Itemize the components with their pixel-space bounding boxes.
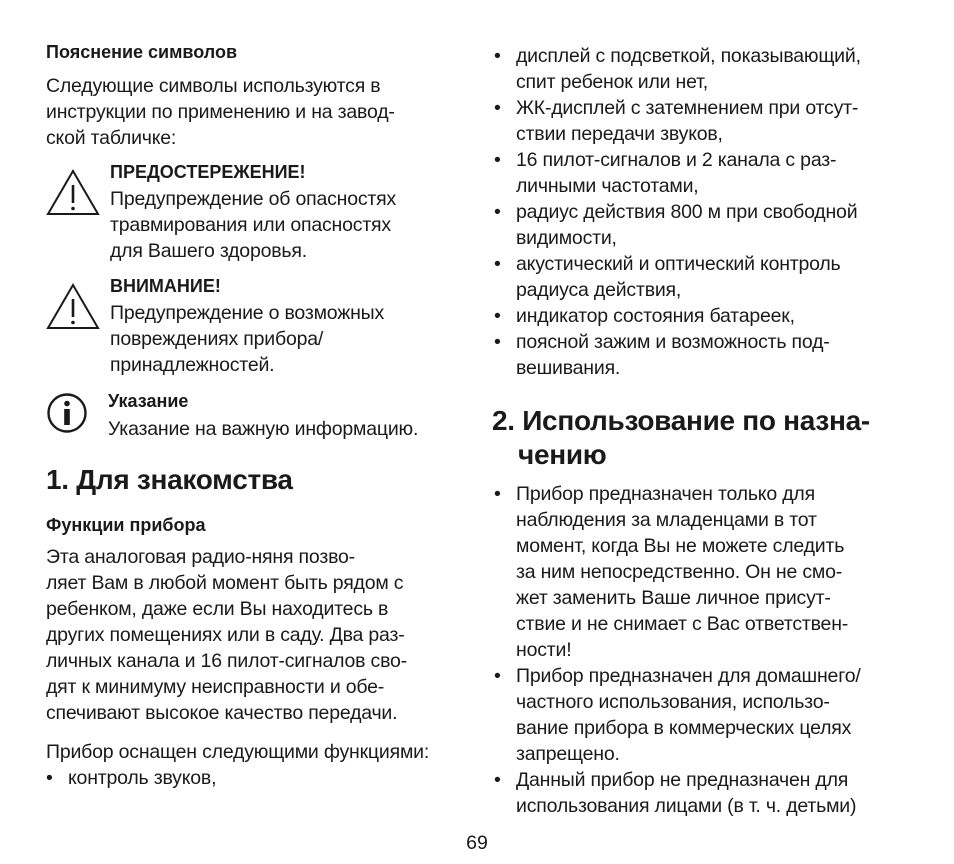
text-line: наблюдения за младенцами в тот	[516, 509, 817, 531]
symbols-intro	[46, 73, 395, 151]
text-line: Эта аналоговая радио-няня позво-	[46, 546, 355, 568]
info-circle-icon	[46, 392, 88, 434]
text-line: за ним непосредственно. Он не смо-	[516, 561, 843, 583]
list-item-text	[516, 663, 861, 767]
list-item	[492, 767, 861, 819]
text-line: радиуса действия,	[516, 279, 682, 301]
list-item-text	[516, 95, 861, 147]
text-line: Следующие символы используются в	[46, 75, 381, 97]
text-line: Предупреждение о возможных	[110, 302, 385, 324]
text-line: дят к минимуму неисправности и обе-	[46, 676, 385, 698]
text-line: дисплей с подсветкой, показывающий,	[516, 45, 861, 67]
list-item-text	[516, 303, 861, 329]
text-line: использования лицами (в т. ч. детьми)	[516, 795, 857, 817]
text-line: ствии передачи звуков,	[516, 123, 723, 145]
bullet-icon: •	[494, 97, 501, 119]
text-line: личных канала и 16 пилот-сигналов сво-	[46, 650, 407, 672]
text-line: повреждениях прибора/	[110, 328, 324, 350]
text-line: ности!	[516, 639, 572, 661]
warning-title: ПРЕДОСТЕРЕЖЕНИЕ!	[110, 162, 306, 182]
list-item	[492, 147, 861, 199]
text-line: акустический и оптический контроль	[516, 253, 841, 275]
text-line: Прибор предназначен только для	[516, 483, 815, 505]
list-item	[492, 251, 861, 303]
list-item-text	[516, 43, 861, 95]
bullet-icon: •	[494, 483, 501, 505]
text-line: спит ребенок или нет,	[516, 71, 708, 93]
list-item-text	[516, 767, 861, 819]
text-line: для Вашего здоровья.	[110, 240, 307, 262]
text-line: Указание на важную информацию.	[108, 418, 419, 440]
list-item	[492, 481, 861, 663]
text-line: 16 пилот-сигналов и 2 канала с раз-	[516, 149, 837, 171]
text-line: личными частотами,	[516, 175, 699, 197]
list-item-text	[516, 147, 861, 199]
text-line: Прибор предназначен для домашнего/	[516, 665, 861, 687]
text-line: частного использования, использо-	[516, 691, 830, 713]
note-title: Указание	[108, 391, 189, 411]
text-line: других помещениях или в саду. Два раз-	[46, 624, 405, 646]
caution-text	[110, 300, 384, 378]
note-text	[108, 416, 418, 442]
caution-title: ВНИМАНИЕ!	[110, 276, 221, 296]
page-number: 69	[466, 832, 488, 854]
text-line: жет заменить Ваше личное присут-	[516, 587, 831, 609]
section1-heading: 1. Для знакомства	[46, 464, 293, 495]
text-line: ствие и не снимает с Вас ответствен-	[516, 613, 849, 635]
bullet-icon: •	[494, 253, 501, 275]
text-line: момент, когда Вы не можете следить	[516, 535, 845, 557]
list-item-text	[516, 199, 861, 251]
list-item	[492, 43, 861, 95]
list-item	[492, 663, 861, 767]
bullet-icon: •	[494, 665, 501, 687]
list-item	[492, 199, 861, 251]
list-item	[492, 329, 861, 381]
bullet-icon: •	[494, 769, 501, 791]
text-line: Данный прибор не предназначен для	[516, 769, 849, 791]
text-line: вание прибора в коммерческих целях	[516, 717, 852, 739]
text-line: принадлежностей.	[110, 354, 275, 376]
heading-line: чению	[518, 439, 607, 470]
list-item-text	[68, 765, 216, 791]
usage-list	[492, 481, 861, 819]
list-item-text	[516, 329, 861, 381]
text-line: видимости,	[516, 227, 617, 249]
features-intro: Прибор оснащен следующими функциями:	[46, 741, 430, 763]
features-subheading: Функции прибора	[46, 515, 206, 535]
list-item	[492, 95, 861, 147]
list-item	[492, 303, 861, 329]
warning-triangle-icon	[46, 168, 100, 216]
text-line: травмирования или опасностях	[110, 214, 391, 236]
bullet-icon: •	[494, 305, 501, 327]
text-line: ЖК-дисплей с затемнением при отсут-	[516, 97, 859, 119]
heading-line: 2. Использование по назна-	[492, 405, 870, 436]
list-item-text	[516, 481, 861, 663]
section2-heading	[492, 404, 870, 472]
bullet-icon: •	[494, 201, 501, 223]
bullet-icon: •	[46, 767, 53, 789]
warning-triangle-icon	[46, 282, 100, 330]
features-list-left	[44, 765, 216, 791]
text-line: ской табличке:	[46, 127, 177, 149]
text-line: ребенком, даже если Вы находитесь в	[46, 598, 389, 620]
text-line: ляет Вам в любой момент быть рядом с	[46, 572, 404, 594]
text-line: индикатор состояния батареек,	[516, 305, 795, 327]
bullet-icon: •	[494, 45, 501, 67]
section1-paragraph	[46, 544, 407, 726]
text-line: контроль звуков,	[68, 767, 217, 789]
bullet-icon: •	[494, 149, 501, 171]
list-item	[44, 765, 216, 791]
bullet-icon: •	[494, 331, 501, 353]
text-line: радиус действия 800 м при свободной	[516, 201, 858, 223]
text-line: инструкции по применению и на завод-	[46, 101, 395, 123]
symbols-heading: Пояснение символов	[46, 42, 238, 62]
text-line: поясной зажим и возможность под-	[516, 331, 830, 353]
text-line: вешивания.	[516, 357, 621, 379]
text-line: запрещено.	[516, 743, 620, 765]
list-item-text	[516, 251, 861, 303]
warning-text	[110, 186, 396, 264]
features-list-right	[492, 43, 861, 381]
text-line: Предупреждение об опасностях	[110, 188, 397, 210]
text-line: спечивают высокое качество передачи.	[46, 702, 398, 724]
